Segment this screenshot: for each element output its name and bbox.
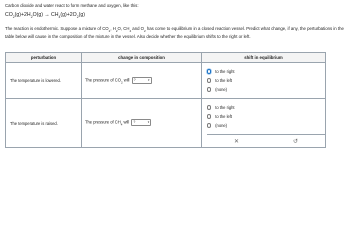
eq-sub: 2: [30, 15, 33, 20]
radio-left[interactable]: [207, 76, 325, 85]
radio-label: to the right: [215, 69, 235, 74]
radio-icon[interactable]: [207, 69, 211, 73]
eq-sub: 2: [12, 15, 15, 20]
radio-label: (none): [215, 123, 228, 128]
chevron-down-icon: ▾: [147, 120, 150, 125]
radio-label: to the left: [215, 78, 233, 83]
undo-icon[interactable]: ↺: [292, 138, 299, 145]
eq-part: CH: [51, 12, 59, 18]
eq-part: CO: [5, 12, 13, 18]
select-value: ?: [133, 77, 136, 82]
perturbation-cell: The temperature is lowered.: [6, 63, 82, 99]
chemical-equation: [5, 12, 85, 20]
radio-none[interactable]: [207, 85, 325, 94]
action-bar: [207, 134, 325, 147]
intro-text: Carbon dioxide and water react to form methane and oxygen, like this:: [5, 3, 139, 8]
radio-icon[interactable]: [207, 114, 211, 118]
change-label: will: [122, 119, 130, 125]
header-change: change in composition: [82, 53, 202, 63]
radio-icon[interactable]: [207, 105, 211, 109]
change-label: The pressure of CH: [85, 119, 121, 125]
radio-icon[interactable]: [207, 78, 211, 82]
perturbation-table: [5, 52, 326, 148]
radio-icon[interactable]: [207, 87, 211, 91]
desc-sub: 4: [129, 28, 132, 33]
change-sub: 2: [120, 80, 123, 85]
change-cell: [82, 63, 202, 99]
radio-right[interactable]: [207, 67, 325, 76]
desc-text: , H: [110, 26, 116, 31]
header-perturbation: perturbation: [6, 53, 82, 63]
table-row: [6, 99, 326, 148]
change-cell: [82, 99, 202, 148]
change-sub: 4: [120, 122, 123, 127]
chevron-down-icon: ▾: [147, 77, 150, 82]
radio-right[interactable]: [207, 103, 325, 112]
desc-text: and O: [131, 26, 145, 31]
problem-description: [5, 26, 347, 40]
eq-part: O(g): [32, 12, 43, 18]
eq-part: (g)+2O: [60, 12, 77, 18]
desc-text: The reaction is endothermic. Suppose a mixture of CO: [5, 26, 109, 31]
change-label: The pressure of CO: [85, 77, 121, 83]
change-label: will: [122, 77, 130, 83]
shift-cell: [202, 63, 326, 99]
desc-text: O, CH: [117, 26, 130, 31]
radio-icon[interactable]: [207, 123, 211, 127]
radio-left[interactable]: [207, 112, 325, 121]
eq-sub: 2: [76, 15, 79, 20]
change-select[interactable]: [131, 119, 151, 126]
radio-label: to the left: [215, 114, 233, 119]
change-select[interactable]: [132, 77, 152, 84]
radio-label: to the right: [215, 105, 235, 110]
shift-cell: [202, 99, 326, 148]
eq-part: (g): [78, 12, 85, 18]
table-row: [6, 63, 326, 99]
perturbation-cell: The temperature is raised.: [6, 99, 82, 148]
eq-sub: 4: [58, 15, 61, 20]
radio-label: (none): [215, 87, 228, 92]
eq-arrow: →: [42, 12, 52, 18]
header-shift: shift in equilibrium: [202, 53, 326, 63]
close-icon[interactable]: ✕: [233, 138, 240, 145]
desc-sub: 2: [115, 28, 118, 33]
eq-part: (g)+2H: [14, 12, 31, 18]
radio-none[interactable]: [207, 121, 325, 130]
desc-sub: 2: [108, 28, 111, 33]
select-value: ?: [133, 120, 136, 125]
desc-sub: 2: [144, 28, 146, 33]
desc-text: has come to equilibrium in a closed reaction vessel. Predict what change, if any, the perturbations in the table below will cause in the composition of the mixture in the vessel. Also decide whether the equilibrium shifts to the right or left.: [5, 26, 344, 40]
